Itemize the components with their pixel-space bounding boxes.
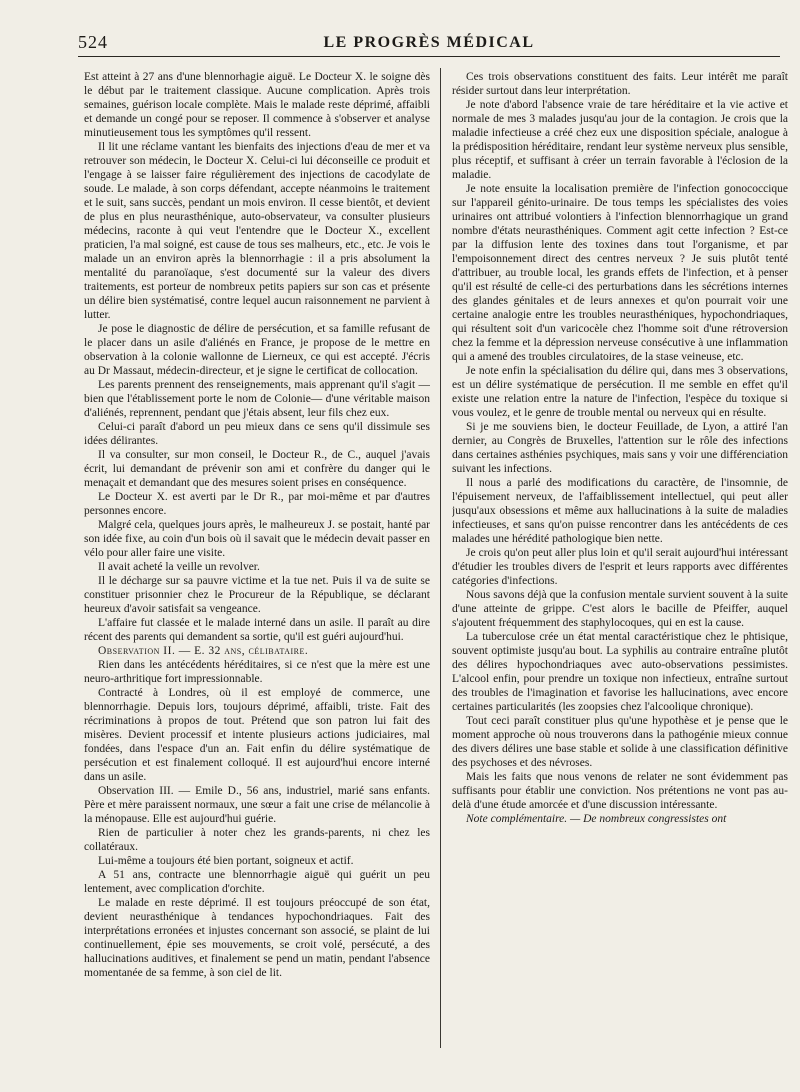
observation-heading: Observation III. — Emile D., 56 ans, industriel, marié sans enfants. Père et mère paraissent normaux, une sœur a fait une crise de mélancolie à la ménopause. Elle est aujourd'hui guérie. (84, 785, 430, 825)
note-complementaire: Note complémentaire. — De nombreux congressistes ont (466, 813, 727, 825)
paragraph: Le Docteur X. est averti par le Dr R., par moi-même et par d'autres personnes encore. (84, 491, 430, 517)
paragraph: Malgré cela, quelques jours après, le malheureux J. se postait, hanté par son idée fixe, au coin d'un bois où il savait que le médecin devait passer en vélo pour aller faire une visite. (84, 519, 430, 559)
paragraph: Il avait acheté la veille un revolver. (98, 561, 260, 573)
page-number: 524 (78, 32, 108, 52)
paragraph: Tout ceci paraît constituer plus qu'une hypothèse et je pense que le moment approche où nous trouverons dans la pathogénie mieux connue des divers délires une base stable et solide à une classification définitive des psychoses et des névroses. (452, 715, 788, 769)
left-column (84, 70, 430, 1090)
paragraph: Il lit une réclame vantant les bienfaits des injections d'eau de mer et va retrouver son médecin, le Docteur X. Celui-ci lui déconseille ce produit et l'engage à se laisser faire régulièrement des injections de cacodylate de soude. Le malade, à son corps défendant, accepte néanmoins le traitement et le suit, sans succès, pendant un mois environ. Il cesse bientôt, et devient de plus en plus neurasthénique, auto-observateur, va consulter plusieurs médecins, raconte à qui veut l'entendre que le Docteur X., excellent praticien, l'a mal soigné, est cause de tous ses malheurs, etc., etc. Je vois le malade un an environ après la blennorrhagie : il a pris absolument la mentalité du paranoïaque, s'est documenté sur la valeur des divers traitements, est porteur de nombreux petits papiers sur son cas et présente un délire bien systématisé, contre lequel aucun raisonnement ne parvient à lutter. (84, 141, 430, 321)
paragraph: Je note ensuite la localisation première de l'infection gonococcique sur l'appareil génito-urinaire. De tous temps les spécialistes des voies urinaires ont attribué volontiers à l'infection blennorrhagique un grand nombre d'états neurasthéniques. Comment agit cette infection ? Est-ce par la diffusion lente des toxines dans tout l'organisme, et par l'empoisonnement direct des centres nerveux ? Je suis plutôt tenté d'attribuer, au trouble local, les grands effets de l'infection, et à penser qu'il est résulté de celle-ci des perturbations dans les sécrétions internes des glandes génitales et de leurs annexes et qu'on pourrait voir une certaine analogie entre les troubles neurasthéniques, hypochondriaques, qui résultent soit d'un varicocèle chez l'homme soit d'une rétroversion chez la femme et la dépression nerveuse consécutive à une inflammation qui a amené des troubles circulatoires, de la stase veineuse, etc. (452, 183, 788, 363)
paragraph: Il va consulter, sur mon conseil, le Docteur R., de C., auquel j'avais écrit, lui demandant de prévenir son ami et confrère du danger qui le menaçait et demandant que des mesures soient prises en conséquence. (84, 449, 430, 489)
paragraph: Je crois qu'on peut aller plus loin et qu'il serait aujourd'hui intéressant d'étudier les troubles divers de l'esprit et leurs rapports avec différentes catégories d'infections. (452, 547, 788, 587)
paragraph: Celui-ci paraît d'abord un peu mieux dans ce sens qu'il dissimule ses idées délirantes. (84, 421, 430, 447)
paragraph: Contracté à Londres, où il est employé de commerce, une blennorrhagie. Depuis lors, toujours déprimé, affaibli, triste. Fait des récriminations à propos de tout. Prétend que son patron lui fait des misères. Devient processif et intente plusieurs actions judiciaires, mal fondées, dans l'espace d'un an. Fait enfin du délire systématique de persécution et est finalement colloqué. Il est aujourd'hui encore interné dans un asile. (84, 687, 430, 783)
paragraph: Mais les faits que nous venons de relater ne sont évidemment pas suffisants pour établir une conviction. Nos prétentions ne vont pas au-delà d'une étude amorcée et d'une discussion intéressante. (452, 771, 788, 811)
paragraph: Rien dans les antécédents héréditaires, si ce n'est que la mère est une neuro-arthritique fort impressionnable. (84, 659, 430, 685)
paragraph: Si je me souviens bien, le docteur Feuillade, de Lyon, a attiré l'an dernier, au Congrès de Bruxelles, l'attention sur le rôle des infections dans certaines asthénies psychiques, mais sans y voir une différenciation suivant les infections. (452, 421, 788, 475)
paragraph: Je note d'abord l'absence vraie de tare héréditaire et la vie active et normale de mes 3 malades jusqu'au jour de la contagion. Je crois que la maladie infectieuse a créé chez eux une disposition spéciale, analogue à la prédisposition héréditaire, rendant leur système nerveux plus sensible, plus réceptif, et suffisant à créer un terrain favorable à l'éclosion de la maladie. (452, 99, 788, 181)
paragraph: L'affaire fut classée et le malade interné dans un asile. Il paraît au dire récent des parents qui demandent sa sortie, qu'il est guéri aujourd'hui. (84, 617, 430, 643)
paragraph: Je note enfin la spécialisation du délire qui, dans mes 3 observations, est un délire systématique de persécution. Il me semble en effet qu'il existe une relation entre la nature de l'infection, l'espèce du toxique si vous voulez, et le genre de trouble mental ou nerveux qui en résulte. (452, 365, 788, 419)
paragraph: Est atteint à 27 ans d'une blennorhagie aiguë. Le Docteur X. le soigne dès le début par le traitement classique. Aucune complication. Après trois semaines, guérison locale complète. Mais le malade reste déprimé, affaibli et demande un congé pour se reposer. Il commence à s'observer et analyse minutieusement tous les symptômes qu'il ressent. (84, 71, 430, 139)
paragraph: La tuberculose crée un état mental caractéristique chez le phtisique, souvent optimiste jusqu'au bout. La syphilis au contraire entraîne plutôt des délires hypochondriaques avec auto-observations pessimistes. L'alcool enfin, pour prendre un toxique non infectieux, entraîne surtout des troubles de l'imagination et favorise les hallucinations, avec encore certaines particularités (les zoopsies chez l'alcoolique chronique). (452, 631, 788, 713)
paragraph: Il le décharge sur sa pauvre victime et la tue net. Puis il va de suite se constituer prisonnier chez le Procureur de la République, se déclarant heureux d'avoir satisfait sa vengeance. (84, 575, 430, 615)
paragraph: Il nous a parlé des modifications du caractère, de l'insomnie, de l'épuisement nerveux, de l'affaiblissement intellectuel, qui peut aller jusqu'aux obsessions et même aux hallucinations à la suite de maladies infectieuses, et sans qu'on puisse rencontrer dans les antécédents de ces malades une hérédité pathologique bien nette. (452, 477, 788, 545)
paragraph: Ces trois observations constituent des faits. Leur intérêt me paraît résider surtout dans leur interprétation. (452, 71, 788, 97)
right-column (452, 70, 788, 1090)
journal-title: LE PROGRÈS MÉDICAL (323, 34, 535, 51)
paragraph: Les parents prennent des renseignements, mais apprenant qu'il s'agit —bien que l'établissement porte le nom de Colonie— d'une véritable maison d'aliénés, reprennent, pendant que j'étais absent, leur fils chez eux. (84, 379, 430, 419)
paragraph: Je pose le diagnostic de délire de persécution, et sa famille refusant de le placer dans un asile d'aliénés en France, je propose de le mettre en observation à la colonie wallonne de Lierneux, ce qui est accepté. J'écris au Dr Massaut, médecin-directeur, et je signe le certificat de collocation. (84, 323, 430, 377)
column-divider (440, 68, 441, 1048)
page-header (78, 30, 780, 57)
paragraph: Nous savons déjà que la confusion mentale survient souvent à la suite d'une atteinte de grippe. C'est alors le bacille de Pfeiffer, auquel s'ajoutent fréquemment des staphylocoques, qui en est la cause. (452, 589, 788, 629)
observation-heading: Observation II. — E. 32 ans, célibataire. (98, 645, 309, 657)
paragraph: Lui-même a toujours été bien portant, soigneux et actif. (98, 855, 354, 867)
paragraph: A 51 ans, contracte une blennorrhagie aiguë qui guérit un peu lentement, avec complication d'orchite. (84, 869, 430, 895)
paragraph: Rien de particulier à noter chez les grands-parents, ni chez les collatéraux. (84, 827, 430, 853)
paragraph: Le malade en reste déprimé. Il est toujours préoccupé de son état, devient neurasthénique à tendances hypochondriaques. Fait des interprétations erronées et injustes concernant son associé, se plaint de lui continuellement, épie ses mouvements, se croit volé, persécuté, a des hallucinations auditives, et finalement se pend un matin, pendant l'absence momentanée de sa femme, à son ciel de lit. (84, 897, 430, 979)
